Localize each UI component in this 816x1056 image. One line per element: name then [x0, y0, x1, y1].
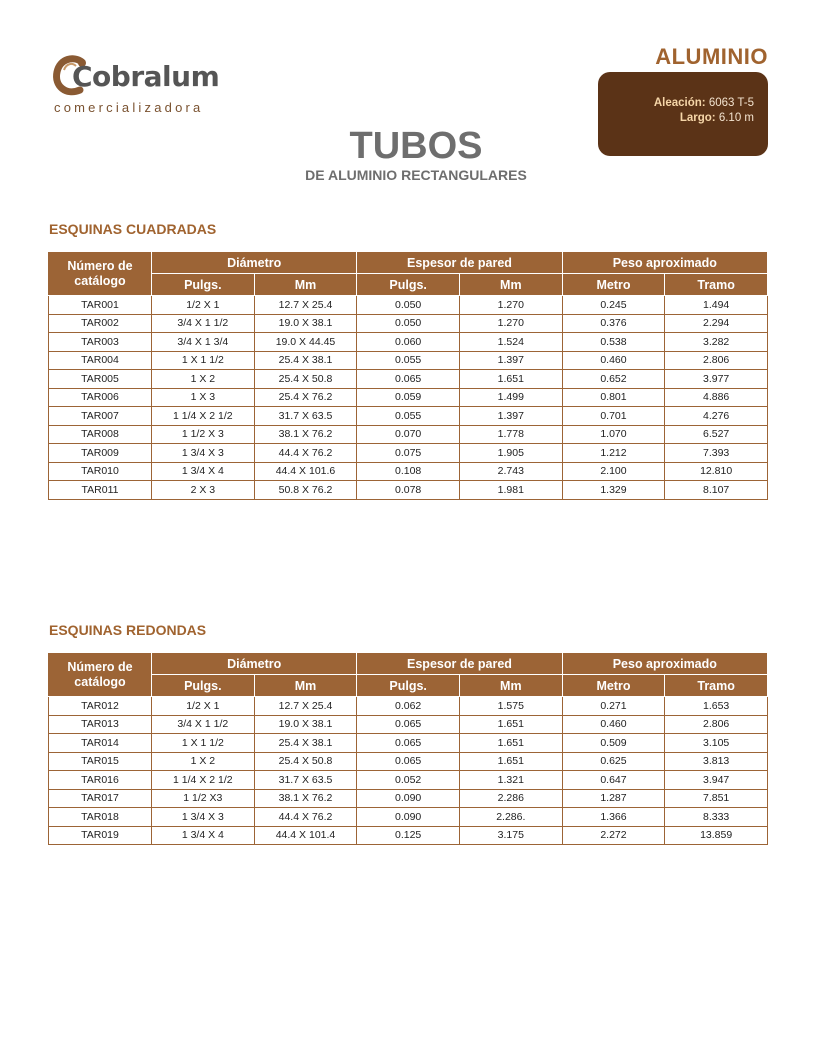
cell-wall-mm: 1.270 — [459, 314, 562, 333]
cell-weight-metro: 0.625 — [562, 752, 665, 771]
cell-wall-mm: 1.651 — [459, 752, 562, 771]
cell-diameter-pulgs: 3/4 X 1 3/4 — [152, 333, 255, 352]
table-row — [49, 752, 768, 771]
cell-weight-metro: 0.460 — [562, 715, 665, 734]
cell-diameter-pulgs: 1 X 1 1/2 — [152, 351, 255, 370]
cell-diameter-pulgs: 1 3/4 X 3 — [152, 444, 255, 463]
cell-weight-tramo: 4.886 — [665, 388, 768, 407]
cell-diameter-mm: 12.7 X 25.4 — [254, 697, 357, 716]
table-row — [49, 462, 768, 481]
cell-diameter-pulgs: 1 X 2 — [152, 370, 255, 389]
cell-diameter-mm: 25.4 X 38.1 — [254, 734, 357, 753]
cell-diameter-mm: 25.4 X 76.2 — [254, 388, 357, 407]
cell-catalog: TAR013 — [49, 715, 152, 734]
header-weight-tramo: Tramo — [665, 274, 768, 296]
cell-diameter-mm: 19.0 X 38.1 — [254, 715, 357, 734]
square-corners-body — [49, 296, 768, 500]
cell-diameter-pulgs: 1/2 X 1 — [152, 697, 255, 716]
cell-diameter-pulgs: 3/4 X 1 1/2 — [152, 314, 255, 333]
length-line — [654, 111, 754, 126]
length-value: 6.10 m — [718, 112, 754, 124]
header-weight: Peso aproximado — [562, 653, 767, 675]
cell-diameter-pulgs: 1 3/4 X 4 — [152, 462, 255, 481]
cell-catalog: TAR005 — [49, 370, 152, 389]
header-wall: Espesor de pared — [357, 252, 562, 274]
cell-catalog: TAR014 — [49, 734, 152, 753]
header-wall: Espesor de pared — [357, 653, 562, 675]
cell-weight-metro: 1.366 — [562, 808, 665, 827]
cell-diameter-pulgs: 1 3/4 X 3 — [152, 808, 255, 827]
cell-wall-pulgs: 0.060 — [357, 333, 460, 352]
cell-wall-mm: 2.286. — [459, 808, 562, 827]
cell-wall-pulgs: 0.090 — [357, 789, 460, 808]
cell-wall-mm: 1.499 — [459, 388, 562, 407]
round-corners-body — [49, 697, 768, 845]
cell-wall-pulgs: 0.065 — [357, 734, 460, 753]
cell-weight-tramo: 13.859 — [665, 826, 768, 845]
cell-wall-pulgs: 0.052 — [357, 771, 460, 790]
cell-weight-tramo: 2.806 — [665, 351, 768, 370]
cell-weight-metro: 0.647 — [562, 771, 665, 790]
cell-diameter-mm: 44.4 X 76.2 — [254, 808, 357, 827]
alloy-label: Aleación: — [653, 97, 706, 109]
cell-weight-metro: 0.245 — [562, 296, 665, 315]
cell-catalog: TAR019 — [49, 826, 152, 845]
cell-diameter-mm: 25.4 X 50.8 — [254, 370, 357, 389]
cell-weight-metro: 0.460 — [562, 351, 665, 370]
cell-diameter-pulgs: 1 1/2 X 3 — [152, 425, 255, 444]
cell-wall-pulgs: 0.125 — [357, 826, 460, 845]
table-row — [49, 333, 768, 352]
cell-wall-mm: 1.981 — [459, 481, 562, 500]
cell-weight-metro: 1.287 — [562, 789, 665, 808]
cell-diameter-pulgs: 1 1/2 X3 — [152, 789, 255, 808]
header-wall-pulgs: Pulgs. — [357, 675, 460, 697]
cell-catalog: TAR009 — [49, 444, 152, 463]
cell-catalog: TAR006 — [49, 388, 152, 407]
cell-wall-pulgs: 0.078 — [357, 481, 460, 500]
logo-wordmark: Cobralum — [72, 60, 220, 93]
cell-weight-tramo: 3.947 — [665, 771, 768, 790]
cell-wall-pulgs: 0.090 — [357, 808, 460, 827]
cell-diameter-mm: 38.1 X 76.2 — [254, 789, 357, 808]
cell-weight-tramo: 8.107 — [665, 481, 768, 500]
cell-wall-mm: 1.905 — [459, 444, 562, 463]
cell-weight-tramo: 3.105 — [665, 734, 768, 753]
header-diameter: Diámetro — [152, 653, 357, 675]
cell-wall-pulgs: 0.065 — [357, 715, 460, 734]
section-title-square: ESQUINAS CUADRADAS — [49, 221, 217, 237]
cell-wall-mm: 1.651 — [459, 715, 562, 734]
cell-weight-tramo: 7.851 — [665, 789, 768, 808]
cell-catalog: TAR004 — [49, 351, 152, 370]
cell-weight-metro: 0.801 — [562, 388, 665, 407]
cell-wall-pulgs: 0.065 — [357, 370, 460, 389]
cell-weight-metro: 0.271 — [562, 697, 665, 716]
cell-wall-pulgs: 0.055 — [357, 351, 460, 370]
header-wall-mm: Mm — [459, 274, 562, 296]
cell-diameter-mm: 12.7 X 25.4 — [254, 296, 357, 315]
cell-weight-tramo: 2.806 — [665, 715, 768, 734]
table-row — [49, 351, 768, 370]
cell-diameter-mm: 31.7 X 63.5 — [254, 407, 357, 426]
cell-catalog: TAR012 — [49, 697, 152, 716]
company-logo — [52, 52, 222, 118]
cell-wall-pulgs: 0.050 — [357, 314, 460, 333]
cell-weight-metro: 2.100 — [562, 462, 665, 481]
cell-weight-tramo: 1.494 — [665, 296, 768, 315]
cell-wall-pulgs: 0.108 — [357, 462, 460, 481]
cell-weight-metro: 0.538 — [562, 333, 665, 352]
cell-catalog: TAR011 — [49, 481, 152, 500]
header-wall-pulgs: Pulgs. — [357, 274, 460, 296]
cell-diameter-pulgs: 1 X 1 1/2 — [152, 734, 255, 753]
cell-diameter-pulgs: 1 X 2 — [152, 752, 255, 771]
cell-weight-tramo: 7.393 — [665, 444, 768, 463]
cell-diameter-mm: 19.0 X 44.45 — [254, 333, 357, 352]
cell-catalog: TAR001 — [49, 296, 152, 315]
cell-wall-mm: 1.778 — [459, 425, 562, 444]
cell-wall-mm: 1.397 — [459, 407, 562, 426]
cell-weight-metro: 0.509 — [562, 734, 665, 753]
header-weight-metro: Metro — [562, 274, 665, 296]
logo-tagline: comercializadora — [54, 100, 204, 115]
cell-weight-tramo: 8.333 — [665, 808, 768, 827]
cell-weight-tramo: 3.282 — [665, 333, 768, 352]
cell-diameter-pulgs: 1 1/4 X 2 1/2 — [152, 771, 255, 790]
cell-weight-tramo: 4.276 — [665, 407, 768, 426]
cell-wall-mm: 1.651 — [459, 734, 562, 753]
cell-wall-mm: 2.286 — [459, 789, 562, 808]
cell-diameter-pulgs: 3/4 X 1 1/2 — [152, 715, 255, 734]
cell-weight-metro: 2.272 — [562, 826, 665, 845]
cell-catalog: TAR015 — [49, 752, 152, 771]
cell-wall-pulgs: 0.050 — [357, 296, 460, 315]
cell-wall-pulgs: 0.062 — [357, 697, 460, 716]
header-weight-tramo: Tramo — [665, 675, 768, 697]
cell-weight-tramo: 3.813 — [665, 752, 768, 771]
cell-weight-tramo: 12.810 — [665, 462, 768, 481]
cell-catalog: TAR010 — [49, 462, 152, 481]
cell-diameter-mm: 44.4 X 101.4 — [254, 826, 357, 845]
cell-diameter-mm: 25.4 X 50.8 — [254, 752, 357, 771]
table-row — [49, 697, 768, 716]
table-row — [49, 808, 768, 827]
cell-diameter-mm: 50.8 X 76.2 — [254, 481, 357, 500]
cell-diameter-pulgs: 1 X 3 — [152, 388, 255, 407]
cell-weight-metro: 1.329 — [562, 481, 665, 500]
cell-wall-mm: 1.270 — [459, 296, 562, 315]
table-row — [49, 370, 768, 389]
cell-wall-mm: 2.743 — [459, 462, 562, 481]
cell-diameter-mm: 44.4 X 101.6 — [254, 462, 357, 481]
cell-diameter-mm: 44.4 X 76.2 — [254, 444, 357, 463]
table-row — [49, 425, 768, 444]
header-catalog: Número de catálogo — [49, 653, 152, 697]
alloy-value: 6063 T-5 — [708, 97, 754, 109]
header-diameter: Diámetro — [152, 252, 357, 274]
cell-diameter-pulgs: 2 X 3 — [152, 481, 255, 500]
cell-wall-pulgs: 0.059 — [357, 388, 460, 407]
cell-weight-metro: 0.652 — [562, 370, 665, 389]
table-row — [49, 388, 768, 407]
cell-weight-tramo: 6.527 — [665, 425, 768, 444]
cell-catalog: TAR002 — [49, 314, 152, 333]
cell-catalog: TAR017 — [49, 789, 152, 808]
table-row — [49, 481, 768, 500]
cell-diameter-pulgs: 1 3/4 X 4 — [152, 826, 255, 845]
cell-wall-mm: 1.524 — [459, 333, 562, 352]
cell-wall-mm: 1.321 — [459, 771, 562, 790]
table-row — [49, 826, 768, 845]
header-catalog: Número de catálogo — [49, 252, 152, 296]
cell-wall-pulgs: 0.070 — [357, 425, 460, 444]
page-title: TUBOS — [349, 125, 483, 167]
cell-catalog: TAR016 — [49, 771, 152, 790]
cell-wall-mm: 3.175 — [459, 826, 562, 845]
round-corners-table — [48, 652, 768, 845]
cell-diameter-mm: 19.0 X 38.1 — [254, 314, 357, 333]
cell-weight-tramo: 1.653 — [665, 697, 768, 716]
table-row — [49, 715, 768, 734]
cell-weight-tramo: 3.977 — [665, 370, 768, 389]
header-diameter-mm: Mm — [254, 274, 357, 296]
cell-wall-mm: 1.397 — [459, 351, 562, 370]
section-title-round: ESQUINAS REDONDAS — [49, 622, 207, 638]
table-row — [49, 296, 768, 315]
cell-weight-metro: 1.212 — [562, 444, 665, 463]
cell-weight-metro: 0.376 — [562, 314, 665, 333]
cell-catalog: TAR007 — [49, 407, 152, 426]
cell-diameter-mm: 38.1 X 76.2 — [254, 425, 357, 444]
table-row — [49, 314, 768, 333]
header-diameter-pulgs: Pulgs. — [152, 274, 255, 296]
table-row — [49, 444, 768, 463]
cell-weight-tramo: 2.294 — [665, 314, 768, 333]
specs-lines — [654, 96, 754, 126]
cell-catalog: TAR003 — [49, 333, 152, 352]
length-label: Largo: — [679, 112, 716, 124]
page-subtitle: DE ALUMINIO RECTANGULARES — [305, 167, 527, 183]
cell-wall-pulgs: 0.055 — [357, 407, 460, 426]
cell-wall-mm: 1.651 — [459, 370, 562, 389]
table-row — [49, 771, 768, 790]
table-row — [49, 789, 768, 808]
cell-weight-metro: 0.701 — [562, 407, 665, 426]
header-diameter-pulgs: Pulgs. — [152, 675, 255, 697]
category-title: ALUMINIO — [655, 44, 768, 69]
cell-catalog: TAR008 — [49, 425, 152, 444]
square-corners-table — [48, 251, 768, 500]
cell-wall-pulgs: 0.075 — [357, 444, 460, 463]
cell-diameter-pulgs: 1/2 X 1 — [152, 296, 255, 315]
header-diameter-mm: Mm — [254, 675, 357, 697]
table-row — [49, 734, 768, 753]
cell-wall-pulgs: 0.065 — [357, 752, 460, 771]
table-row — [49, 407, 768, 426]
header-weight: Peso aproximado — [562, 252, 767, 274]
header-weight-metro: Metro — [562, 675, 665, 697]
alloy-line — [654, 96, 754, 111]
cell-wall-mm: 1.575 — [459, 697, 562, 716]
cell-diameter-mm: 31.7 X 63.5 — [254, 771, 357, 790]
cell-catalog: TAR018 — [49, 808, 152, 827]
cell-weight-metro: 1.070 — [562, 425, 665, 444]
cell-diameter-pulgs: 1 1/4 X 2 1/2 — [152, 407, 255, 426]
header-wall-mm: Mm — [459, 675, 562, 697]
cell-diameter-mm: 25.4 X 38.1 — [254, 351, 357, 370]
